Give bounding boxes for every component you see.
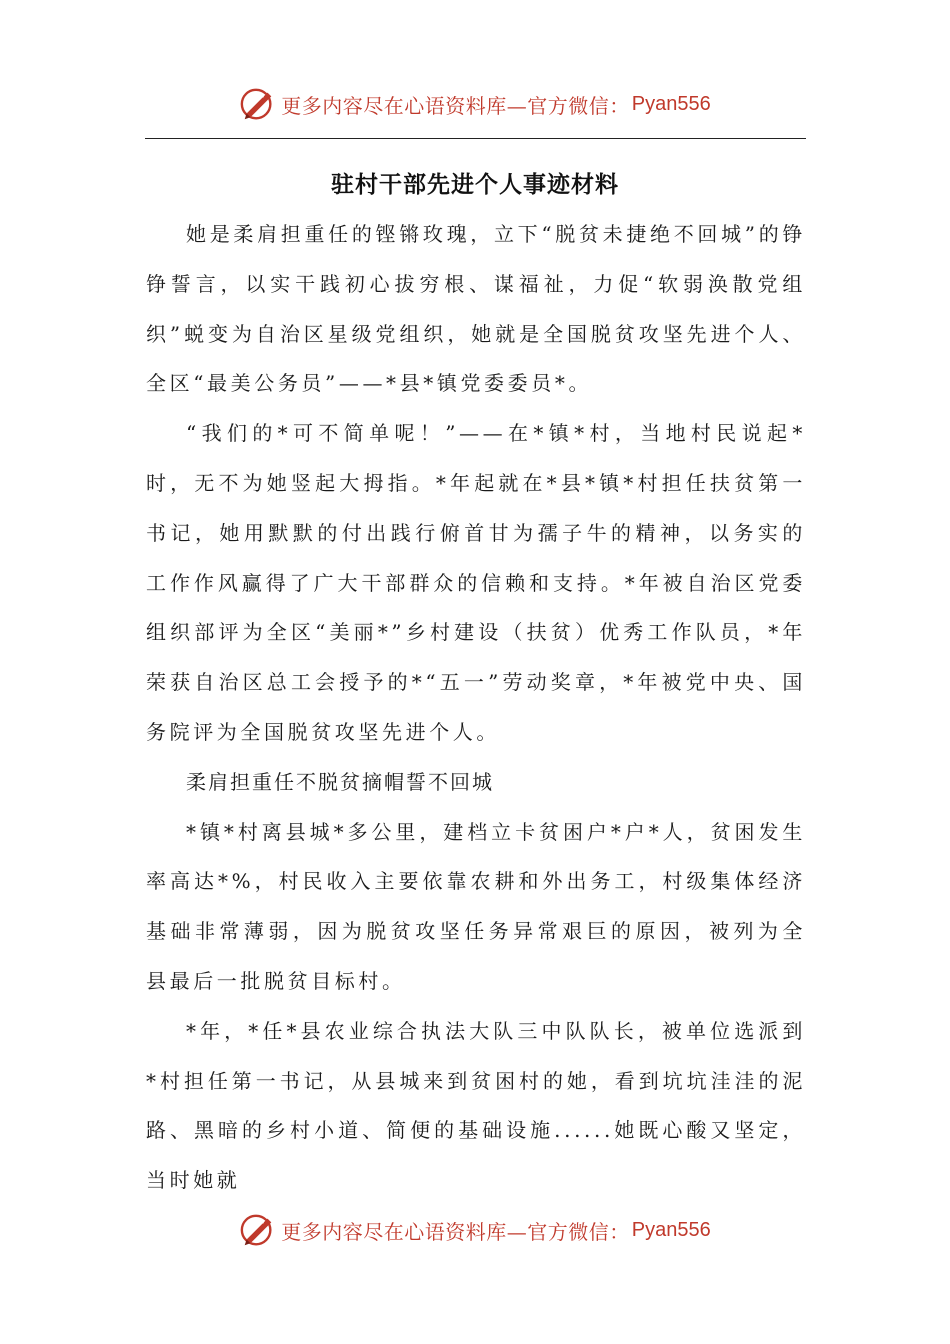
pen-logo-icon xyxy=(239,1211,277,1249)
header-divider xyxy=(145,138,806,139)
paragraph-4: *年，*任*县农业综合执法大队三中队队长，被单位选派到*村担任第一书记，从县城来到贫困村的她，看到坑坑洼洼的泥路、黑暗的乡村小道、简便的基础设施......她既心酸又坚定，当时她就 xyxy=(146,1018,806,1193)
header-banner xyxy=(0,84,950,124)
footer-banner-wechat-id: Pyan556 xyxy=(631,1218,711,1241)
document-title: 驻村干部先进个人事迹材料 xyxy=(331,172,619,198)
paragraph-1: 她是柔肩担重任的铿锵玫瑰，立下“脱贫未捷绝不回城”的铮铮誓言，以实干践初心拔穷根、谋福祉，力促“软弱涣散党组织”蜕变为自治区星级党组织，她就是全国脱贫攻坚先进个人、全区“最美公务员”——*县*镇党委委员*。 xyxy=(146,222,806,396)
section-heading: 柔肩担重任不脱贫摘帽誓不回城 xyxy=(186,769,494,794)
footer-banner-text: 更多内容尽在心语资料库—官方微信： xyxy=(281,1219,630,1244)
paragraph-2: “我们的*可不简单呢！”——在*镇*村，当地村民说起*时，无不为她竖起大拇指。*年起就在*县*镇*村担任扶贫第一书记，她用默默的付出践行俯首甘为孺子牛的精神，以务实的工作作风赢得了广大干部群众的信赖和支持。*年被自治区党委组织部评为全区“美丽*”乡村建设（扶贫）优秀工作队员，*年荣获自治区总工会授予的*“五一”劳动奖章，*年被党中央、国务院评为全国脱贫攻坚先进个人。 xyxy=(146,421,806,744)
banner-text: 更多内容尽在心语资料库—官方微信： xyxy=(281,93,630,118)
pen-logo-icon xyxy=(239,85,277,123)
paragraph-3: *镇*村离县城*多公里，建档立卡贫困户*户*人，贫困发生率高达*%，村民收入主要依靠农耕和外出务工，村级集体经济基础非常薄弱，因为脱贫攻坚任务异常艰巨的原因，被列为全县最后一批脱贫目标村。 xyxy=(146,819,806,993)
banner-wechat-id: Pyan556 xyxy=(631,92,711,115)
footer-banner xyxy=(0,1210,950,1250)
document-body xyxy=(146,210,806,1206)
